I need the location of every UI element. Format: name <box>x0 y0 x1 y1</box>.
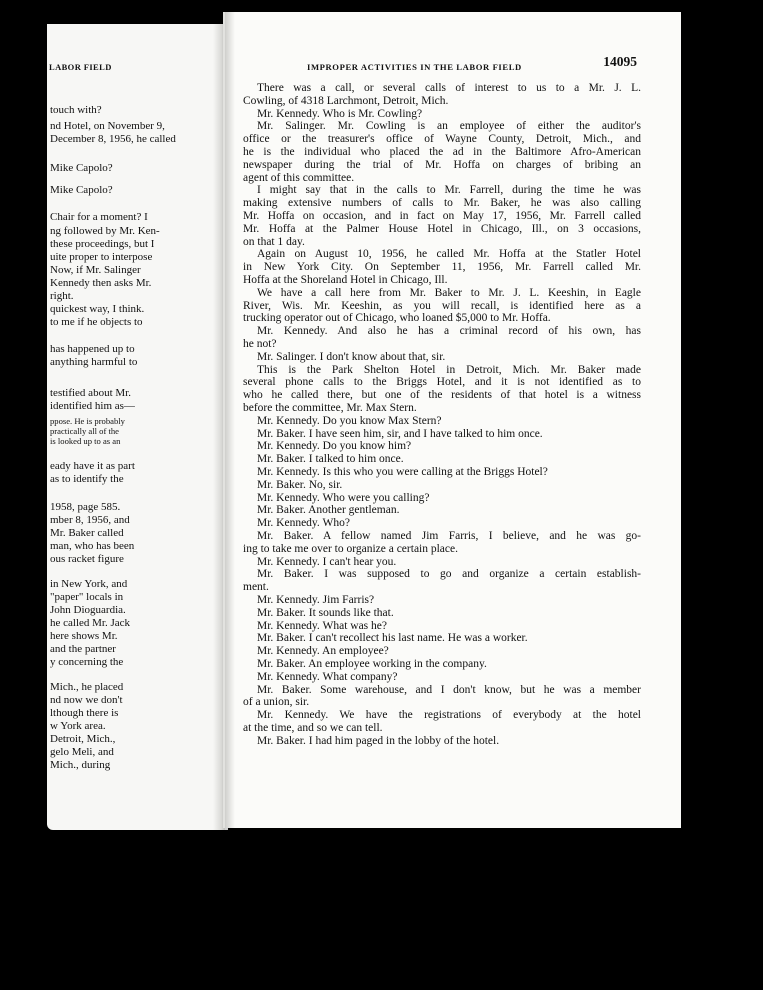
body-line: making extensive numbers of calls to Mr. Baker, he was also calling <box>243 197 641 210</box>
body-line: Mr. Baker. A fellow named Jim Farris, I believe, and he was go- <box>257 530 641 542</box>
left-page-line: Detroit, Mich., <box>50 733 116 745</box>
body-line: Mr. Baker. Another gentleman. <box>257 504 400 517</box>
left-page-line: right. <box>50 290 74 302</box>
left-page-line: practically all of the <box>50 426 119 436</box>
right-page <box>223 12 681 828</box>
body-line: Mr. Salinger. I don't know about that, sir. <box>257 350 446 363</box>
body-line: Mr. Kennedy. What was he? <box>257 619 387 632</box>
body-line: agent of this committee. <box>243 171 355 184</box>
body-line: ing to take me over to organize a certain place. <box>243 542 458 555</box>
body-line: at the time, and so we can tell. <box>243 722 383 734</box>
left-page-fragment <box>47 24 228 830</box>
body-line: I might say that in the calls to Mr. Farrell, during the time he was <box>257 184 641 197</box>
left-page-line: Mike Capolo? <box>50 162 113 174</box>
body-line: Mr. Baker. I can't recollect his last name. He was a worker. <box>257 632 528 645</box>
body-line: Mr. Kennedy. What company? <box>257 670 398 683</box>
body-line: he not? <box>243 338 277 350</box>
body-line: Mr. Kennedy. An employee? <box>257 645 389 658</box>
body-line: There was a call, or several calls of interest to us to a Mr. J. L. <box>257 82 641 94</box>
body-line: ment. <box>243 581 269 594</box>
left-running-head: LABOR FIELD <box>49 62 112 72</box>
left-page-line: December 8, 1956, he called <box>50 133 176 145</box>
left-page-line: these proceedings, but I <box>50 238 155 250</box>
body-line: Mr. Baker. I talked to him once. <box>257 453 404 466</box>
body-line: Mr. Salinger. Mr. Cowling is an employee of either the auditor's <box>257 120 641 133</box>
left-page-line: and the partner <box>50 643 116 655</box>
body-line: Mr. Kennedy. Do you know him? <box>257 440 412 453</box>
body-line: Mr. Hoffa on occasion, and in fact on May 17, 1956, Mr. Farrell called <box>243 210 641 222</box>
body-line: Mr. Kennedy. Is this who you were calling at the Briggs Hotel? <box>257 466 548 478</box>
body-line: on that 1 day. <box>243 235 305 248</box>
left-page-line: Mich., during <box>50 759 111 771</box>
left-page-line: in New York, and <box>50 578 128 590</box>
left-page-line: 1958, page 585. <box>50 501 121 513</box>
left-page-line: to me if he objects to <box>50 316 143 328</box>
left-page-line: eady have it as part <box>50 460 135 472</box>
body-line: before the committee, Mr. Max Stern. <box>243 402 417 414</box>
body-line: Mr. Kennedy. Jim Farris? <box>257 594 375 606</box>
left-page-line: John Dioguardia. <box>50 604 126 616</box>
body-line: Mr. Kennedy. Do you know Max Stern? <box>257 414 442 427</box>
left-page-line: man, who has been <box>50 540 135 552</box>
body-line: Mr. Kennedy. Who were you calling? <box>257 491 430 504</box>
left-page-line: ppose. He is probably <box>50 416 125 426</box>
running-head: IMPROPER ACTIVITIES IN THE LABOR FIELD <box>307 62 522 72</box>
body-line: several phone calls to the Briggs Hotel, and it is not identified as to <box>243 376 641 389</box>
left-page-line: quickest way, I think. <box>50 303 145 315</box>
page-crease <box>225 12 235 828</box>
body-line: Mr. Baker. I had him paged in the lobby of the hotel. <box>257 734 500 747</box>
left-page-line: testified about Mr. <box>50 387 131 399</box>
body-line: We have a call here from Mr. Baker to Mr. J. L. Keeshin, in Eagle <box>257 286 641 299</box>
page-number: 14095 <box>603 54 637 69</box>
body-line: Mr. Baker. No, sir. <box>257 478 343 491</box>
left-page-line: Now, if Mr. Salinger <box>50 264 141 276</box>
left-page-line: Chair for a moment? I <box>50 211 148 223</box>
body-line: newspaper during the trial of Mr. Hoffa on charges of bribing an <box>243 158 641 171</box>
left-page-line: lthough there is <box>50 707 119 719</box>
left-page-line: uite proper to interpose <box>50 251 153 263</box>
body-line: trucking operator out of Chicago, who loaned $5,000 to Mr. Hoffa. <box>243 312 551 325</box>
left-page-line: anything harmful to <box>50 356 138 368</box>
left-page-line: identified him as— <box>50 400 135 412</box>
body-line: Hoffa at the Shoreland Hotel in Chicago, Ill. <box>243 274 448 286</box>
left-page-line: nd now we don't <box>50 694 123 706</box>
left-page-line: w York area. <box>50 720 106 732</box>
body-line: Mr. Baker. I have seen him, sir, and I have talked to him once. <box>257 427 543 440</box>
body-line: Mr. Kennedy. Who? <box>257 517 350 530</box>
left-page-line: Mike Capolo? <box>50 184 113 196</box>
left-page-line: Kennedy then asks Mr. <box>50 277 152 289</box>
left-page-line: is looked up to as an <box>50 436 121 446</box>
body-line: This is the Park Shelton Hotel in Detroit, Mich. Mr. Baker made <box>257 363 641 376</box>
body-line: River, Wis. Mr. Keeshin, as you will recall, is identified here as a <box>243 299 641 312</box>
left-page-line: ng followed by Mr. Ken- <box>50 225 160 237</box>
body-line: Mr. Baker. An employee working in the company. <box>257 658 487 670</box>
left-page-line: mber 8, 1956, and <box>50 514 130 526</box>
body-line: Mr. Kennedy. Who is Mr. Cowling? <box>257 107 423 120</box>
left-page-line: here shows Mr. <box>50 630 118 642</box>
body-line: Cowling, of 4318 Larchmont, Detroit, Mich. <box>243 94 449 107</box>
left-page-line: y concerning the <box>50 656 124 668</box>
body-line: Mr. Baker. Some warehouse, and I don't know, but he was a member <box>257 683 641 696</box>
body-line: office or the treasurer's office of Wayne County, Detroit, Mich., and <box>243 133 641 146</box>
body-line: Mr. Baker. I was supposed to go and organize a certain establish- <box>257 568 641 581</box>
body-line: in New York City. On September 11, 1956, Mr. Farrell called Mr. <box>243 261 641 274</box>
body-line: Again on August 10, 1956, he called Mr. Hoffa at the Statler Hotel <box>257 248 641 261</box>
left-page-line: touch with? <box>50 104 102 116</box>
left-page-line: he called Mr. Jack <box>50 617 131 629</box>
left-page-line: "paper" locals in <box>50 591 124 603</box>
left-page-line: gelo Meli, and <box>50 746 114 758</box>
left-page-line: nd Hotel, on November 9, <box>50 120 165 132</box>
left-page-line: Mr. Baker called <box>50 527 124 539</box>
left-page-line: as to identify the <box>50 473 124 485</box>
body-line: he is the individual who placed the ad in the Baltimore Afro-American <box>243 146 641 158</box>
left-page-line: ous racket figure <box>50 553 124 565</box>
body-line: of a union, sir. <box>243 696 310 709</box>
body-line: who he called there, but one of the residents of that hotel is a witness <box>243 389 641 402</box>
body-line: Mr. Kennedy. I can't hear you. <box>257 555 397 568</box>
left-page-line: Mich., he placed <box>50 681 124 693</box>
left-page-line: has happened up to <box>50 343 135 355</box>
body-line: Mr. Kennedy. And also he has a criminal record of his own, has <box>257 325 641 338</box>
body-line: Mr. Kennedy. We have the registrations of everybody at the hotel <box>257 709 641 722</box>
body-line: Mr. Hoffa at the Palmer House Hotel in Chicago, Ill., on 3 occasions, <box>243 222 641 235</box>
body-line: Mr. Baker. It sounds like that. <box>257 606 394 619</box>
